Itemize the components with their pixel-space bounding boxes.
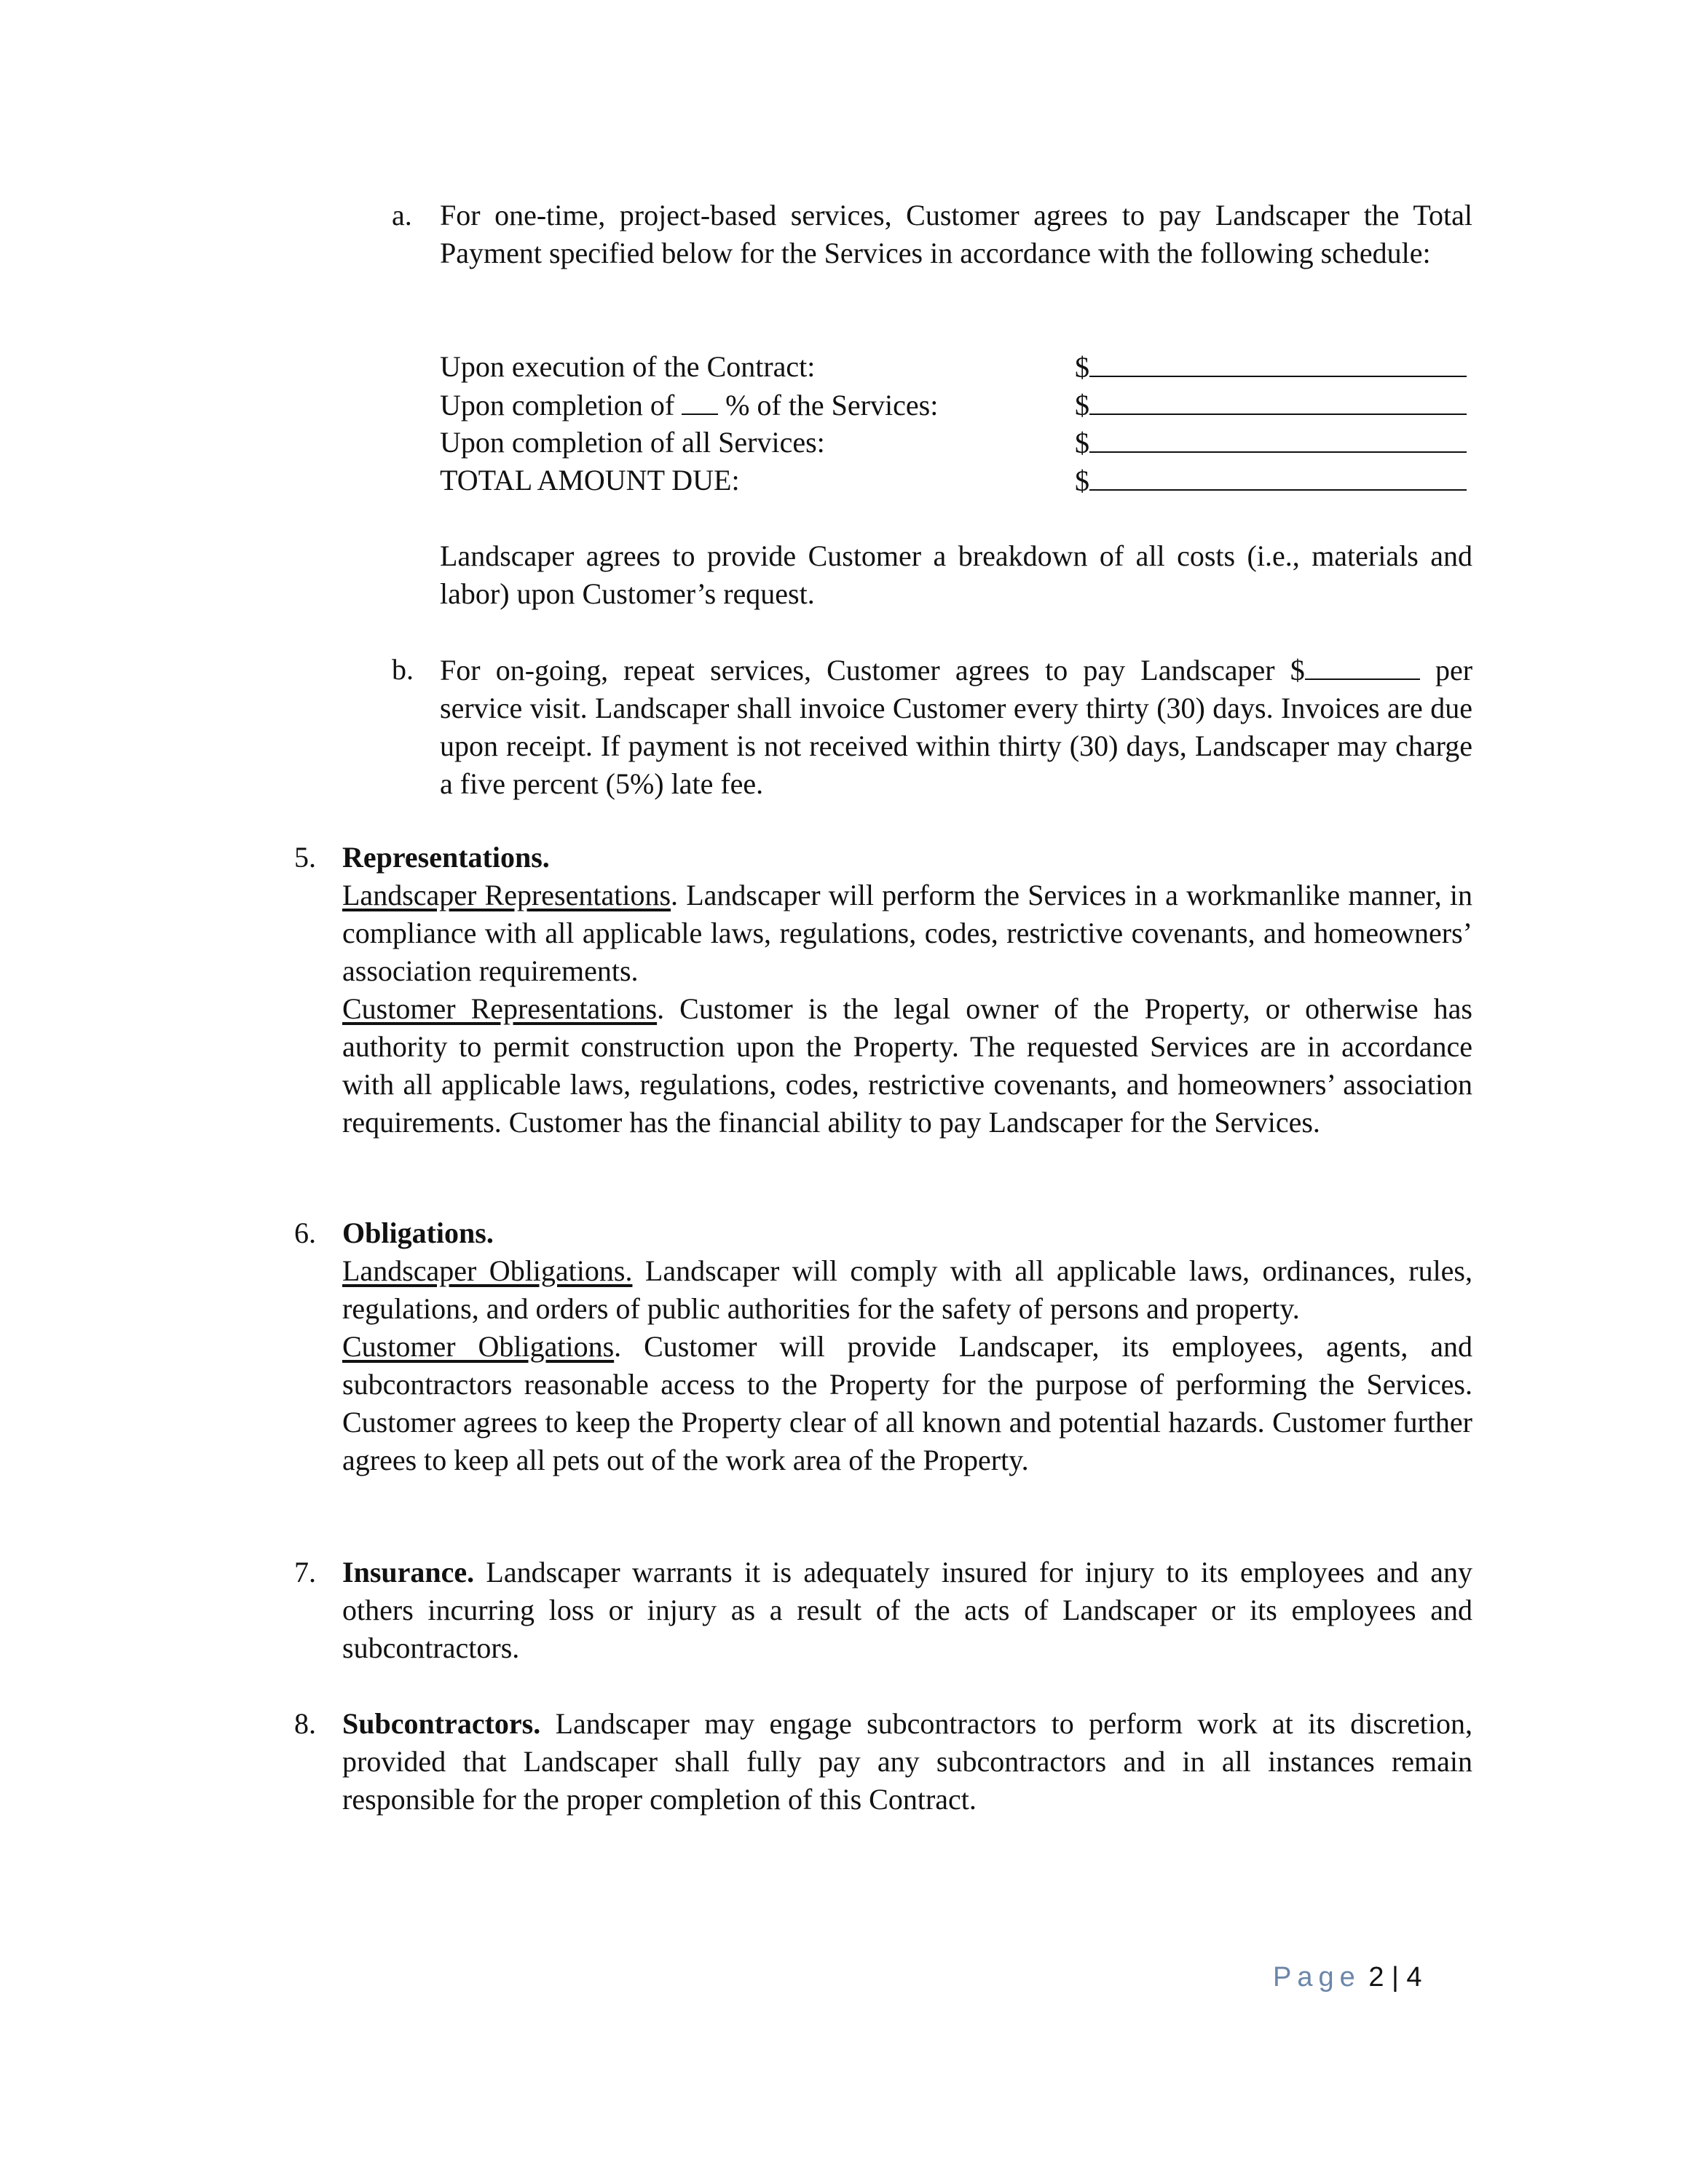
schedule-label: Upon completion of % of the Services: (440, 386, 938, 424)
schedule-row-completion (440, 424, 1472, 462)
section-5-number: 5. (294, 841, 316, 874)
schedule-row-partial (440, 386, 1472, 424)
section-6-number: 6. (294, 1216, 316, 1249)
section-5 (342, 839, 1472, 1142)
schedule-row-execution (440, 348, 1472, 386)
section-5-title: Representations. (342, 841, 550, 874)
schedule-label: TOTAL AMOUNT DUE: (440, 464, 740, 496)
landscaper-representations: Landscaper Representations. Landscaper will perform the Services in a workmanlike manner, in compliance with all applicable laws, regulations, codes, restrictive covenants, and homeowners’ association requirements. (342, 879, 1473, 987)
page-number: 2 | 4 (1368, 1962, 1422, 1993)
page-label: Page (1273, 1962, 1361, 1993)
amount-field[interactable]: $ (1075, 462, 1467, 500)
amount-field[interactable]: $ (1075, 424, 1467, 462)
landscaper-obligations: Landscaper Obligations. Landscaper will comply with all applicable laws, ordinances, rules, regulations, and orders of public authorities for the safety of persons and property. (342, 1254, 1473, 1325)
section-8-title: Subcontractors. (342, 1707, 541, 1740)
amount-field[interactable]: $ (1075, 386, 1467, 424)
section-7-number: 7. (294, 1556, 316, 1588)
section-6-title: Obligations. (342, 1216, 494, 1249)
customer-representations: Customer Representations. Customer is the legal owner of the Property, or otherwise has authority to permit construction upon the Property. The requested Services are in accordance with all applicable laws, regulations, codes, restrictive covenants, and homeowners’ association requirements. Customer has the financial ability to pay Landscaper for the Services. (342, 992, 1472, 1139)
schedule-label: Upon completion of all Services: (440, 426, 825, 459)
schedule-label: Upon execution of the Contract: (440, 350, 816, 383)
cost-breakdown-text: Landscaper agrees to provide Customer a breakdown of all costs (i.e., materials and labor) upon Customer’s request. (440, 539, 1472, 610)
section-7-title: Insurance. (342, 1556, 475, 1588)
item-b-marker: b. (392, 653, 414, 686)
amount-field[interactable]: $ (1075, 348, 1467, 387)
item-b-text: For on-going, repeat services, Customer agrees to pay Landscaper $ per service visit. Landscaper shall invoice Customer every thirty (30) days. Invoices are due upon receipt. If payment is not received within thirty (30) days, Landscaper may charge a five percent (5%) late fee. (440, 651, 1472, 803)
schedule-row-total (440, 462, 1472, 499)
section-8: Subcontractors. Landscaper may engage subcontractors to perform work at its discretion, provided that Landscaper shall fully pay any subcontractors and in all instances remain responsible for the proper completion of this Contract. (342, 1707, 1472, 1816)
section-6 (342, 1214, 1472, 1479)
percent-blank[interactable] (682, 386, 718, 415)
customer-obligations: Customer Obligations. Customer will provide Landscaper, its employees, agents, and subcontractors reasonable access to the Property for the purpose of performing the Services. Customer agrees to keep the Property clear of all known and potential hazards. Customer further agrees to keep all pets out of the work area of the Property. (342, 1330, 1472, 1476)
page-footer (1273, 1958, 1422, 1996)
item-a-marker: a. (392, 199, 412, 232)
item-a-intro: For one-time, project-based services, Customer agrees to pay Landscaper the Total Payment specified below for the Services in accordance with the following schedule: (440, 199, 1472, 269)
section-8-number: 8. (294, 1707, 316, 1740)
section-7: Insurance. Landscaper warrants it is adequately insured for injury to its employees and any others incurring loss or injury as a result of the acts of Landscaper or its employees and subcontractors. (342, 1556, 1472, 1664)
per-visit-amount-blank[interactable] (1305, 651, 1420, 680)
